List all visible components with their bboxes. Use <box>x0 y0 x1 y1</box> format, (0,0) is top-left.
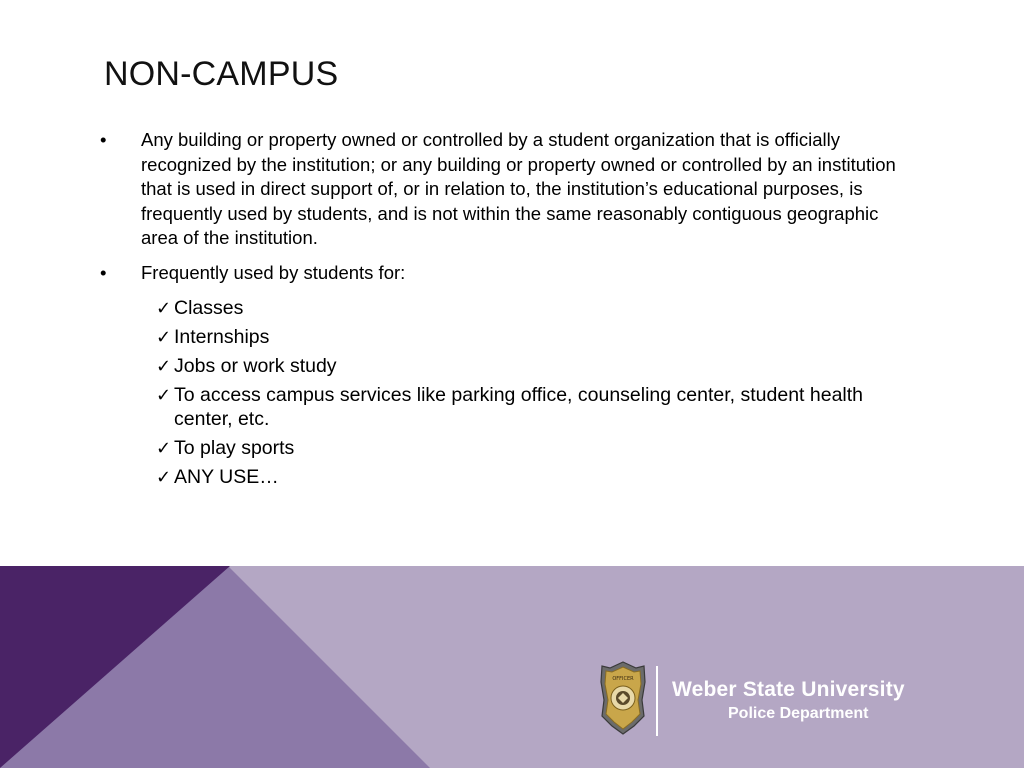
checklist-item-text: Classes <box>174 296 244 319</box>
slide-title: NON-CAMPUS <box>104 55 339 93</box>
checklist-item-text: To access campus services like parking office, counseling center, student health center, etc. <box>174 383 864 430</box>
checklist-item <box>156 465 894 489</box>
bullet-text: Any building or property owned or controlled by a student organization that is officially recognized by the institution; or any building or property owned or controlled by an institution that is used in direct support of, or in relation to, the institution’s educational purposes, is frequently used by students, and is not within the same reasonably contiguous geographic area of the institution. <box>141 129 896 249</box>
footer-logo <box>598 660 958 740</box>
slide-content <box>100 128 910 494</box>
checklist-item <box>156 383 894 431</box>
checklist-item <box>156 354 894 378</box>
checklist-item-text: To play sports <box>174 436 295 459</box>
checklist-item <box>156 325 894 349</box>
bullet-marker: • <box>100 129 107 150</box>
police-badge-icon <box>598 660 648 736</box>
checklist-item <box>156 436 894 460</box>
checklist-item-text: Internships <box>174 325 270 348</box>
logo-divider <box>656 666 658 736</box>
checklist-item <box>156 296 894 320</box>
bullet-marker: • <box>100 261 107 283</box>
checklist-item-text: ANY USE… <box>174 465 279 488</box>
checkmark-icon: ✓ <box>156 297 172 318</box>
bullet-frequently-used <box>100 261 910 286</box>
checkmark-icon: ✓ <box>156 326 172 347</box>
badge-text: OFFICER <box>612 676 634 682</box>
organization-name: Weber State University <box>672 678 905 701</box>
checkmark-icon: ✓ <box>156 437 172 458</box>
bullet-definition <box>100 128 910 251</box>
bullet-text: Frequently used by students for: <box>141 261 406 283</box>
checkmark-icon: ✓ <box>156 355 172 376</box>
checklist-item-text: Jobs or work study <box>174 354 337 377</box>
checkmark-icon: ✓ <box>156 384 172 405</box>
checkmark-icon: ✓ <box>156 466 172 487</box>
department-name: Police Department <box>728 705 869 722</box>
usage-checklist <box>100 296 910 489</box>
